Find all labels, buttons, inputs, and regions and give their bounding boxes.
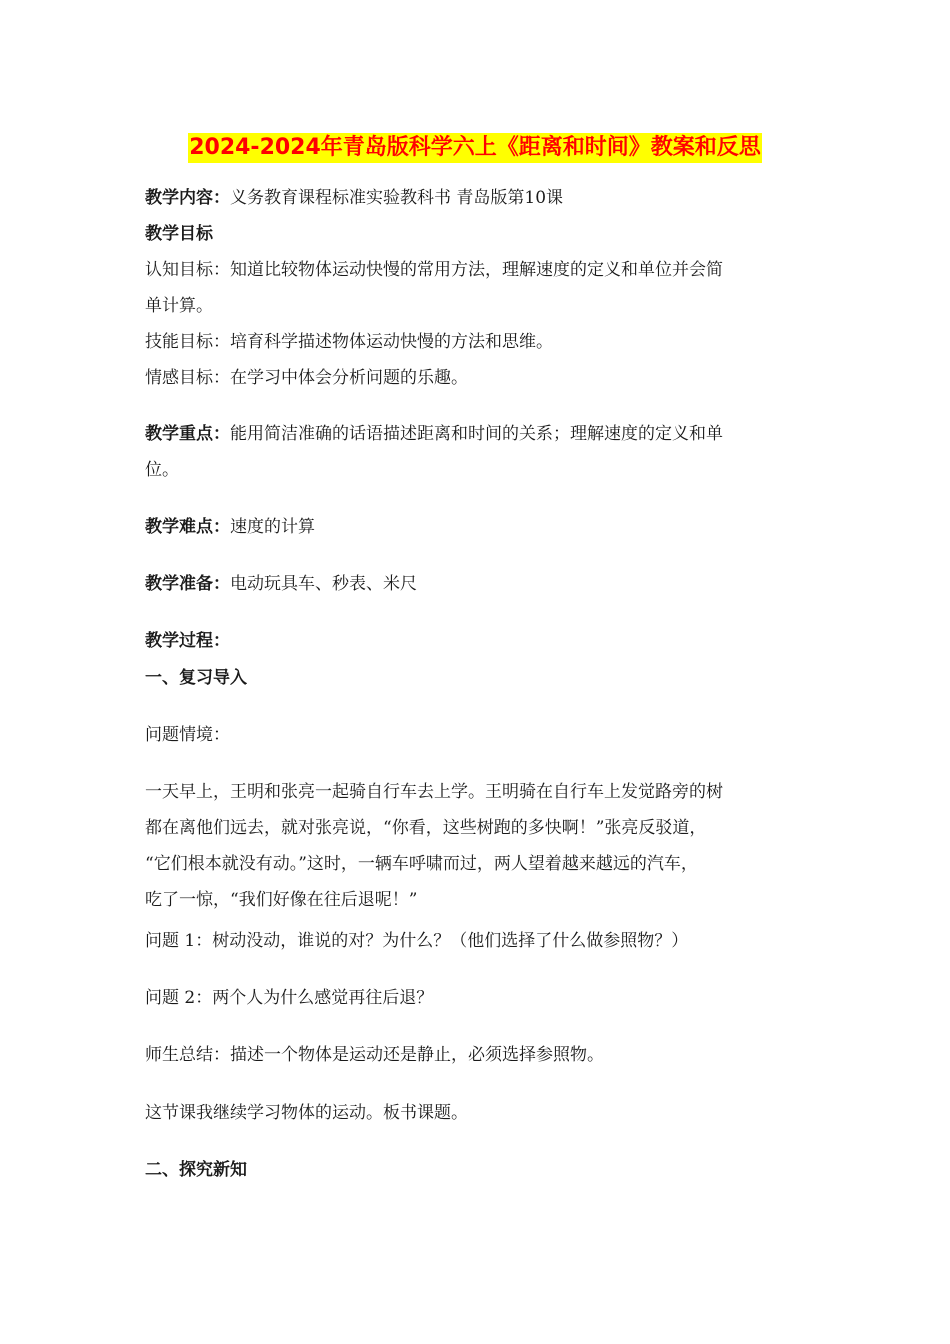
story-line-3: “它们根本就没有动。”这时，一辆车呼啸而过，两人望着越来越远的汽车， bbox=[145, 854, 698, 874]
objectives-heading: 教学目标 bbox=[145, 224, 213, 244]
teaching-content-label: 教学内容： bbox=[145, 188, 230, 208]
emotion-objective: 情感目标：在学习中体会分析问题的乐趣。 bbox=[145, 368, 468, 388]
section-1-heading: 一、复习导入 bbox=[145, 668, 247, 688]
title-container bbox=[0, 133, 950, 163]
process-heading: 教学过程： bbox=[145, 631, 230, 651]
story-line-1: 一天早上，王明和张亮一起骑自行车去上学。王明骑在自行车上发觉路旁的树 bbox=[145, 782, 723, 802]
transition: 这节课我继续学习物体的运动。板书课题。 bbox=[145, 1103, 468, 1123]
difficulty-label: 教学难点： bbox=[145, 517, 230, 537]
difficulty-line bbox=[145, 515, 815, 539]
difficulty-text: 速度的计算 bbox=[230, 517, 315, 537]
cognitive-objective-line-2: 单计算。 bbox=[145, 296, 213, 316]
key-points-line-1 bbox=[145, 422, 815, 446]
situation-label: 问题情境： bbox=[145, 725, 230, 745]
teaching-content-text: 义务教育课程标准实验教科书 青岛版第10课 bbox=[230, 188, 564, 208]
cognitive-objective-line-1: 认知目标：知道比较物体运动快慢的常用方法，理解速度的定义和单位并会简 bbox=[145, 260, 723, 280]
key-points-line-2: 位。 bbox=[145, 460, 179, 480]
preparation-line bbox=[145, 572, 815, 596]
key-points-text-1: 能用简洁准确的话语描述距离和时间的关系；理解速度的定义和单 bbox=[230, 424, 723, 444]
question-2: 问题 2：两个人为什么感觉再往后退？ bbox=[145, 988, 434, 1008]
section-2-heading: 二、探究新知 bbox=[145, 1160, 247, 1180]
preparation-label: 教学准备： bbox=[145, 574, 230, 594]
key-points-label: 教学重点： bbox=[145, 424, 230, 444]
teaching-content-line bbox=[145, 186, 815, 210]
question-1: 问题 1：树动没动，谁说的对？为什么？（他们选择了什么做参照物？） bbox=[145, 931, 689, 951]
skill-objective: 技能目标：培育科学描述物体运动快慢的方法和思维。 bbox=[145, 332, 553, 352]
summary: 师生总结：描述一个物体是运动还是静止，必须选择参照物。 bbox=[145, 1045, 604, 1065]
document-title: 2024-2024年青岛版科学六上《距离和时间》教案和反思 bbox=[188, 133, 762, 163]
preparation-text: 电动玩具车、秒表、米尺 bbox=[230, 574, 417, 594]
story-line-4: 吃了一惊，“我们好像在往后退呢！” bbox=[145, 890, 418, 910]
story-line-2: 都在离他们远去，就对张亮说，“你看，这些树跑的多快啊！”张亮反驳道， bbox=[145, 818, 707, 838]
